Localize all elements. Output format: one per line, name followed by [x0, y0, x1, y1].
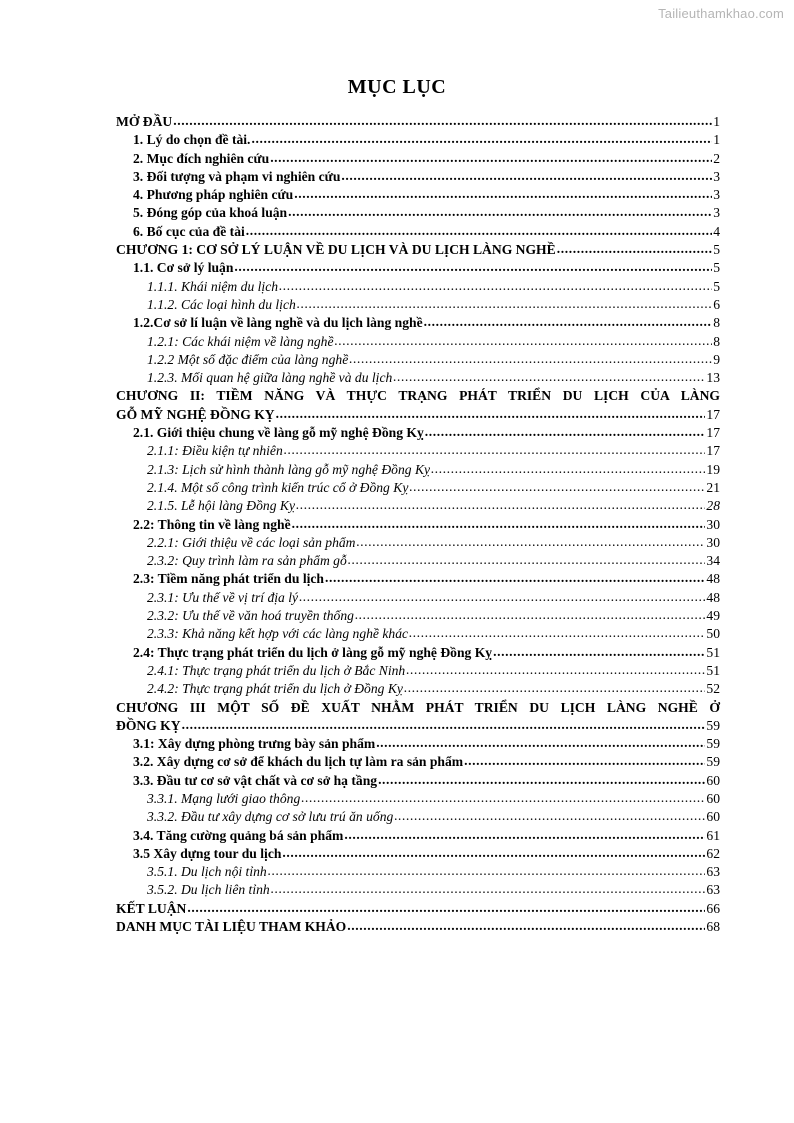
toc-entry-title: 2.4.2: Thực trạng phát triển du lịch ở Đồng Kỵ	[147, 681, 403, 697]
toc-leader-dots	[234, 258, 712, 276]
toc-entry-title: 3.3.1. Mạng lưới giao thông	[147, 790, 301, 806]
toc-entry-title: CHƯƠNG 1: CƠ SỞ LÝ LUẬN VỀ DU LỊCH VÀ DU LỊCH LÀNG NGHỀ	[116, 242, 556, 258]
toc-entry[interactable]	[116, 333, 720, 351]
toc-page-number: 3	[713, 168, 720, 184]
toc-leader-dots	[347, 917, 705, 935]
toc-page-number: 5	[713, 260, 720, 276]
toc-entry-title: 2.1.3: Lịch sử hình thành làng gỗ mỹ nghệ Đồng Kỵ	[147, 461, 431, 477]
toc-entry-title: 1.2.3. Mối quan hệ giữa làng nghề và du lịch	[147, 370, 393, 386]
toc-page-number: 60	[706, 809, 720, 825]
toc-entry-title: 2.2: Thông tin về làng nghề	[133, 516, 291, 532]
toc-page-number: 28	[706, 498, 720, 514]
toc-entry-title: 5. Đóng góp của khoá luận	[133, 205, 288, 221]
toc-leader-dots	[246, 222, 712, 240]
toc-leader-dots	[251, 130, 712, 148]
toc-entry-title: 4. Phương pháp nghiên cứu	[133, 187, 294, 203]
toc-entry[interactable]	[116, 625, 720, 643]
toc-entry-title: 2.1.5. Lễ hội làng Đồng Kỵ	[147, 498, 296, 514]
toc-entry[interactable]	[116, 113, 720, 131]
toc-leader-dots	[341, 167, 712, 185]
toc-page-number: 52	[706, 681, 720, 697]
toc-entry[interactable]	[116, 406, 720, 424]
toc-entry-title: 3.4. Tăng cường quảng bá sản phẩm	[133, 827, 344, 843]
toc-entry[interactable]	[116, 259, 720, 277]
toc-entry-title: 3.5 Xây dựng tour du lịch	[133, 845, 282, 861]
toc-entry[interactable]	[116, 241, 720, 259]
toc-page-number: 21	[706, 479, 720, 495]
toc-page-number: 30	[706, 534, 720, 550]
toc-entry[interactable]	[116, 900, 720, 918]
toc-entry[interactable]	[116, 168, 720, 186]
toc-entry[interactable]	[116, 863, 720, 881]
toc-page-number: 19	[706, 461, 720, 477]
toc-leader-dots	[335, 332, 713, 350]
toc-entry[interactable]	[116, 918, 720, 936]
toc-leader-dots	[187, 899, 705, 917]
toc-leader-dots	[182, 716, 706, 734]
toc-page-number: 8	[713, 315, 720, 331]
toc-entry-title: DANH MỤC TÀI LIỆU THAM KHẢO	[116, 919, 347, 935]
toc-leader-dots	[173, 112, 712, 130]
toc-page-number: 50	[706, 626, 720, 642]
watermark: Tailieuthamkhao.com	[658, 6, 784, 21]
toc-entry[interactable]	[116, 808, 720, 826]
toc-entry[interactable]	[116, 644, 720, 662]
toc-page-number: 59	[706, 736, 720, 752]
toc-entry-title: 2.1. Giới thiệu chung về làng gỗ mỹ nghệ Đồng Kỵ	[133, 425, 424, 441]
toc-page-number: 63	[706, 864, 720, 880]
toc-page-number: 49	[706, 608, 720, 624]
toc-page-number: 66	[706, 900, 720, 916]
toc-page-number: 34	[706, 553, 720, 569]
table-of-contents	[116, 113, 720, 936]
toc-leader-dots	[344, 826, 705, 844]
toc-leader-dots	[394, 807, 705, 825]
toc-entry[interactable]	[116, 479, 720, 497]
toc-leader-dots	[349, 350, 712, 368]
toc-leader-dots	[276, 405, 706, 423]
toc-page-number: 30	[706, 516, 720, 532]
toc-entry[interactable]	[116, 442, 720, 460]
toc-entry-title: ĐỒNG KỴ	[116, 717, 181, 733]
toc-entry[interactable]	[116, 369, 720, 387]
toc-entry-title: 3.3.2. Đầu tư xây dựng cơ sở lưu trú ăn uống	[147, 809, 394, 825]
toc-entry-title: 2. Mục đích nghiên cứu	[133, 150, 270, 166]
toc-entry-title: 3. Đối tượng và phạm vi nghiên cứu	[133, 168, 341, 184]
toc-leader-dots	[288, 203, 712, 221]
toc-entry[interactable]	[116, 662, 720, 680]
toc-leader-dots	[557, 240, 713, 258]
toc-entry-title: 3.2. Xây dựng cơ sở để khách du lịch tự làm ra sản phẩm	[133, 754, 464, 770]
toc-leader-dots	[284, 441, 706, 459]
toc-page-number: 1	[713, 114, 720, 129]
toc-leader-dots	[409, 624, 705, 642]
toc-entry[interactable]	[116, 186, 720, 204]
toc-entry[interactable]	[116, 790, 720, 808]
toc-entry-title: 3.3. Đầu tư cơ sở vật chất và cơ sở hạ tầng	[133, 772, 378, 788]
toc-entry[interactable]	[116, 845, 720, 863]
toc-entry[interactable]	[116, 589, 720, 607]
toc-page-number: 62	[706, 845, 720, 861]
toc-entry-title: 3.1: Xây dựng phòng trưng bày sản phẩm	[133, 736, 376, 752]
toc-leader-dots	[378, 771, 705, 789]
toc-entry[interactable]	[116, 461, 720, 479]
toc-entry-title: 1. Lý do chọn đề tài.	[133, 132, 251, 148]
toc-leader-dots	[268, 862, 706, 880]
toc-page-number: 48	[706, 571, 720, 587]
toc-entry-title: 2.3.3: Khả năng kết hợp với các làng nghề khác	[147, 626, 409, 642]
toc-page-number: 51	[706, 644, 720, 660]
toc-entry[interactable]	[116, 607, 720, 625]
toc-page-number: 2	[713, 150, 720, 166]
toc-entry-title: 3.5.1. Du lịch nội tỉnh	[147, 864, 267, 880]
toc-leader-dots	[431, 460, 705, 478]
toc-leader-dots	[282, 844, 705, 862]
toc-leader-dots	[297, 295, 712, 313]
toc-entry-title: 2.1.4. Một số công trình kiến trúc cổ ở Đồng Kỵ	[147, 479, 409, 495]
toc-entry[interactable]	[116, 717, 720, 735]
toc-entry[interactable]	[116, 131, 720, 149]
toc-entry-heading-line: CHƯƠNG III MỘT SỐ ĐỀ XUẤT NHẰM PHÁT TRIỂN DU LỊCH LÀNG NGHỀ Ở	[116, 699, 720, 715]
toc-entry[interactable]	[116, 204, 720, 222]
toc-entry[interactable]	[116, 296, 720, 314]
toc-entry-title: 6. Bố cục của đề tài	[133, 223, 245, 239]
toc-page-number: 3	[713, 205, 720, 221]
toc-leader-dots	[348, 551, 706, 569]
toc-entry[interactable]	[116, 424, 720, 442]
toc-page-number: 13	[706, 370, 720, 386]
toc-entry[interactable]	[116, 772, 720, 790]
toc-page-number: 68	[706, 919, 720, 935]
toc-entry[interactable]	[116, 735, 720, 753]
toc-leader-dots	[271, 880, 706, 898]
toc-page-number: 17	[706, 406, 720, 422]
toc-entry[interactable]	[116, 150, 720, 168]
toc-entry[interactable]	[116, 314, 720, 332]
toc-entry-title: 1.2.1: Các khái niệm về làng nghề	[147, 333, 334, 349]
toc-entry[interactable]	[116, 223, 720, 241]
toc-entry[interactable]	[116, 351, 720, 369]
toc-leader-dots	[376, 734, 705, 752]
toc-page-number: 17	[706, 425, 720, 441]
toc-entry[interactable]	[116, 680, 720, 698]
toc-entry-title: 2.4.1: Thực trạng phát triển du lịch ở Bắc Ninh	[147, 662, 406, 678]
toc-leader-dots	[424, 313, 713, 331]
toc-leader-dots	[299, 588, 705, 606]
toc-entry-heading-line: CHƯƠNG II: TIỀM NĂNG VÀ THỰC TRẠNG PHÁT TRIỂN DU LỊCH CỦA LÀNG	[116, 388, 720, 404]
toc-entry-title: 1.2.2 Một số đặc điểm của làng nghề	[147, 351, 349, 367]
toc-entry-title: 2.2.1: Giới thiệu về các loại sản phẩm	[147, 534, 356, 550]
toc-leader-dots	[464, 752, 705, 770]
toc-entry[interactable]	[116, 881, 720, 899]
toc-entry[interactable]	[116, 552, 720, 570]
toc-entry-title: 3.5.2. Du lịch liên tỉnh	[147, 882, 270, 898]
page-title: MỤC LỤC	[347, 76, 447, 98]
toc-page-number: 6	[713, 296, 720, 312]
toc-entry-title: MỞ ĐẦU	[116, 114, 173, 129]
toc-entry[interactable]	[116, 516, 720, 534]
toc-page-number: 1	[713, 132, 720, 148]
toc-page-number: 48	[706, 589, 720, 605]
toc-entry[interactable]	[116, 534, 720, 552]
toc-entry-title: 1.1.1. Khái niệm du lịch	[147, 278, 279, 294]
toc-entry-title: 2.3.2: Quy trình làm ra sản phẩm gỗ	[147, 553, 347, 569]
toc-leader-dots	[493, 643, 705, 661]
toc-entry[interactable]	[116, 497, 720, 515]
toc-entry[interactable]	[116, 570, 720, 588]
toc-entry[interactable]	[116, 753, 720, 771]
toc-leader-dots	[294, 185, 712, 203]
toc-leader-dots	[292, 515, 706, 533]
toc-leader-dots	[270, 149, 712, 167]
toc-page-number: 5	[713, 242, 720, 258]
toc-leader-dots	[325, 569, 705, 587]
toc-leader-dots	[279, 277, 712, 295]
toc-page-number: 8	[713, 333, 720, 349]
toc-entry-title: 2.1.1: Điều kiện tự nhiên	[147, 443, 283, 459]
toc-leader-dots	[356, 533, 705, 551]
toc-entry-title: 2.4: Thực trạng phát triển du lịch ở làng gỗ mỹ nghệ Đồng Kỵ	[133, 644, 493, 660]
toc-leader-dots	[355, 606, 705, 624]
toc-entry-title: 1.1.2. Các loại hình du lịch	[147, 296, 296, 312]
toc-entry-title: KẾT LUẬN	[116, 900, 187, 916]
toc-entry-title: 1.1. Cơ sở lý luận	[133, 260, 234, 276]
toc-page-number: 5	[713, 278, 720, 294]
toc-entry-title: 1.2.Cơ sở lí luận về làng nghề và du lịch làng nghề	[133, 315, 423, 331]
toc-entry[interactable]	[116, 827, 720, 845]
toc-page-number: 63	[706, 882, 720, 898]
toc-leader-dots	[301, 789, 705, 807]
toc-page-number: 4	[713, 223, 720, 239]
toc-page-number: 60	[706, 790, 720, 806]
toc-page-number: 51	[706, 662, 720, 678]
toc-leader-dots	[393, 368, 705, 386]
toc-leader-dots	[296, 496, 705, 514]
toc-page-number: 9	[713, 351, 720, 367]
toc-page-number: 17	[706, 443, 720, 459]
toc-entry-title: GỖ MỸ NGHỆ ĐỒNG KỴ	[116, 406, 275, 422]
toc-page-number: 59	[706, 754, 720, 770]
toc-page-number: 60	[706, 772, 720, 788]
toc-leader-dots	[406, 661, 705, 679]
toc-entry-title: 2.3: Tiềm năng phát triển du lịch	[133, 571, 324, 587]
toc-entry[interactable]	[116, 278, 720, 296]
toc-leader-dots	[409, 478, 705, 496]
toc-leader-dots	[425, 423, 706, 441]
toc-page-number: 61	[706, 827, 720, 843]
toc-page-number: 3	[713, 187, 720, 203]
toc-page-number: 59	[706, 717, 720, 733]
toc-entry-title: 2.3.1: Ưu thế về vị trí địa lý	[147, 589, 299, 605]
toc-entry-title: 2.3.2: Ưu thế về văn hoá truyền thống	[147, 608, 354, 624]
toc-leader-dots	[404, 679, 705, 697]
